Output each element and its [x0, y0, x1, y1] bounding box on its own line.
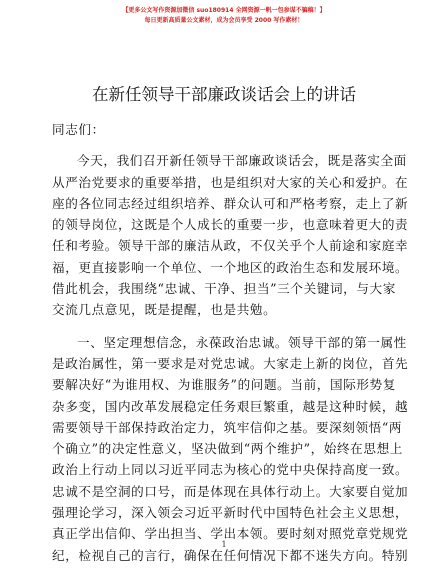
paragraph-1-line: 借此机会，我围绕“忠诚、干净、担当”三个关键词，与大家: [52, 281, 396, 297]
document-title: 在新任领导干部廉政谈话会上的讲话: [92, 85, 356, 104]
paragraph-1-line: 从严治党要求的重要举措，也是组织对大家的关心和爱护。在: [52, 174, 409, 190]
paragraph-2-line: 杂多变，国内改革发展稳定任务艰巨繁重，越是这种时候，越: [52, 398, 409, 414]
paragraph-2-line: 纪，检视自己的言行，确保在任何情况下都不迷失方向。特别: [52, 547, 409, 563]
paragraph-2-line: 要解决好“为谁用权、为谁服务”的问题。当前，国际形势复: [52, 377, 396, 393]
promo-banner-line-1: 【更多公文写作资源加微信 suo180914 全网资源一帆一包参谋不骗稿！】: [122, 7, 326, 14]
paragraph-2: [52, 332, 409, 566]
paragraph-2-line: 需要领导干部保持政治定力，筑牢信仰之基。要深刻领悟“两: [52, 419, 403, 435]
paragraph-2-line: 一、坚定理想信念，永葆政治忠诚。领导干部的第一属性: [77, 334, 407, 350]
promo-banner-line-2: 每日更新高质量公文素材，成为会员享受 2000 写作素材！: [144, 17, 304, 24]
paragraph-2-line: 个确立”的决定性意义，坚决做到“两个维护”，始终在思想上: [52, 441, 403, 457]
paragraph-2-line: 政治上行动上同以习近平同志为核心的党中央保持高度一致。: [52, 462, 409, 478]
page-number: 1: [221, 540, 227, 549]
document-body: [52, 119, 409, 566]
paragraph-1-line: 任和考验。领导干部的廉洁从政，不仅关乎个人前途和家庭幸: [52, 238, 409, 254]
paragraph-1-line: 座的各位同志经过组织培养、群众认可和严格考察，走上了新: [52, 195, 409, 211]
paragraph-1-line: 交流几点意见，既是提醒，也是共勉。: [52, 302, 277, 318]
paragraph-spacer: [52, 321, 392, 332]
paragraph-1-line: 今天，我们召开新任领导干部廉政谈话会，既是落实全面: [77, 153, 407, 169]
paragraph-2-line: 忠诚不是空洞的口号，而是体现在具体行动上。大家要自觉加: [52, 483, 409, 499]
paragraph-2-line: 是政治属性，第一要求是对党忠诚。大家走上新的岗位，首先: [52, 355, 409, 371]
paragraph-1: [52, 150, 409, 320]
paragraph-1-line: 福，更直接影响一个单位、一个地区的政治生态和发展环境。: [52, 259, 409, 275]
paragraph-2-line: 真正学出信仰、学出担当、学出本领。要时刻对照党章党规党: [52, 526, 409, 542]
promo-banner: [0, 6, 448, 26]
paragraph-1-line: 的领导岗位，这既是个人成长的重要一步，也意味着更大的责: [52, 217, 409, 233]
salutation: 同志们：: [52, 122, 105, 137]
paragraph-2-line: 强理论学习，深入领会习近平新时代中国特色社会主义思想，: [52, 505, 409, 521]
